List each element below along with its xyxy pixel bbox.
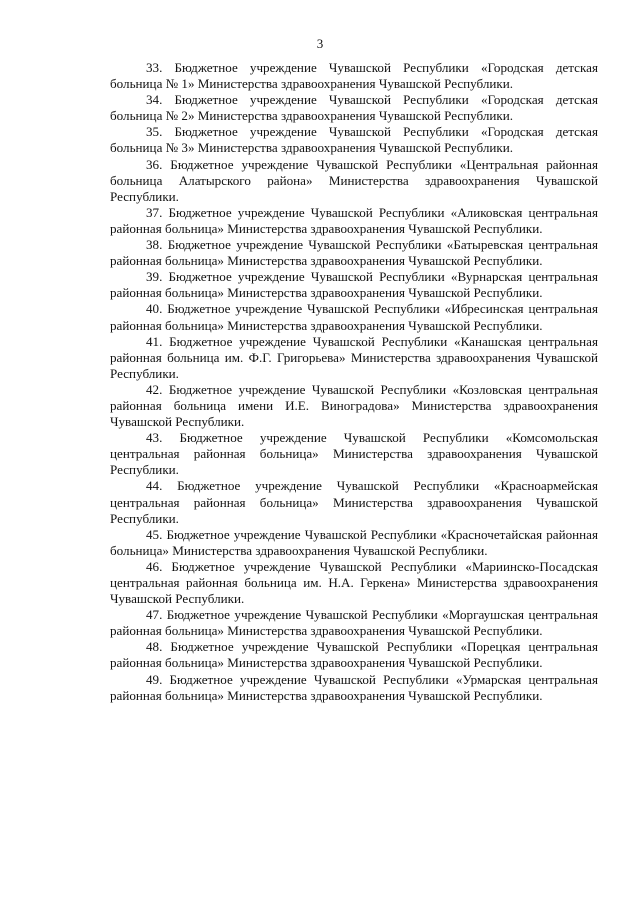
list-item: 48. Бюджетное учреждение Чувашской Республики «Порецкая центральная районная больница» Министерства здравоохранения Чувашской Республики. [110,639,598,671]
list-item: 33. Бюджетное учреждение Чувашской Республики «Городская детская больница № 1» Министерства здравоохранения Чувашской Республики. [110,60,598,92]
list-item: 49. Бюджетное учреждение Чувашской Республики «Урмарская центральная районная больница» Министерства здравоохранения Чувашской Республики. [110,671,598,703]
list-item: 35. Бюджетное учреждение Чувашской Республики «Городская детская больница № 3» Министерства здравоохранения Чувашской Республики. [110,124,598,156]
list-item: 39. Бюджетное учреждение Чувашской Республики «Вурнарская центральная районная больница» Министерства здравоохранения Чувашской Республики. [110,269,598,301]
list-item: 40. Бюджетное учреждение Чувашской Республики «Ибресинская центральная районная больница» Министерства здравоохранения Чувашской Республики. [110,301,598,333]
list-item: 36. Бюджетное учреждение Чувашской Республики «Центральная районная больница Алатырского района» Министерства здравоохранения Чувашской Республики. [110,156,598,204]
institution-list [110,60,598,704]
list-item: 38. Бюджетное учреждение Чувашской Республики «Батыревская центральная районная больница» Министерства здравоохранения Чувашской Республики. [110,237,598,269]
list-item: 37. Бюджетное учреждение Чувашской Республики «Аликовская центральная районная больница» Министерства здравоохранения Чувашской Республики. [110,204,598,236]
list-item: 41. Бюджетное учреждение Чувашской Республики «Канашская центральная районная больница им. Ф.Г. Григорьева» Министерства здравоохранения Чувашской Республики. [110,333,598,381]
list-item: 42. Бюджетное учреждение Чувашской Республики «Козловская центральная районная больница имени И.Е. Виноградова» Министерства здравоохранения Чувашской Республики. [110,381,598,430]
list-item: 45. Бюджетное учреждение Чувашской Республики «Красночетайская районная больница» Министерства здравоохранения Чувашской Республики. [110,526,598,558]
list-item: 47. Бюджетное учреждение Чувашской Республики «Моргаушская центральная районная больница» Министерства здравоохранения Чувашской Республики. [110,607,598,639]
page-number: 3 [316,36,324,51]
list-item: 46. Бюджетное учреждение Чувашской Республики «Мариинско-Посадская центральная районная больница им. Н.А. Геркена» Министерства здравоохранения Чувашской Республики. [110,558,598,607]
list-item: 34. Бюджетное учреждение Чувашской Республики «Городская детская больница № 2» Министерства здравоохранения Чувашской Республики. [110,92,598,124]
list-item: 43. Бюджетное учреждение Чувашской Республики «Комсомольская центральная районная больница» Министерства здравоохранения Чувашской Республики. [110,430,598,478]
list-item: 44. Бюджетное учреждение Чувашской Республики «Красноармейская центральная районная больница» Министерства здравоохранения Чувашской Республики. [110,478,598,526]
